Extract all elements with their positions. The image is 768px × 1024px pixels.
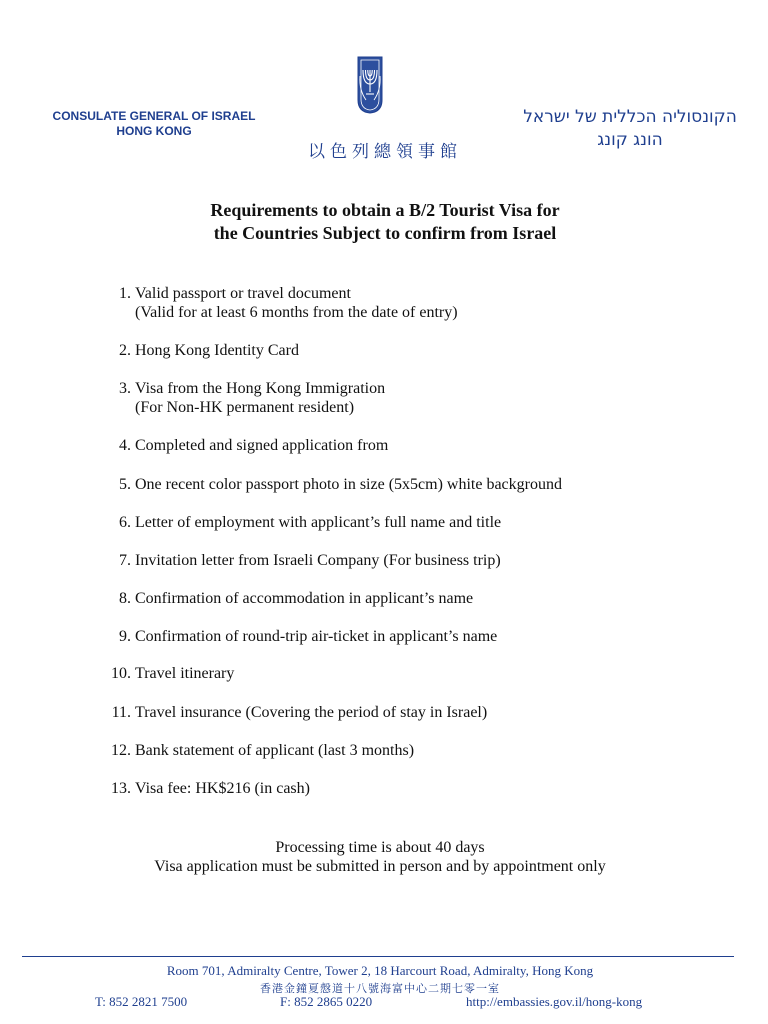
requirement-note: (Valid for at least 6 months from the date of entry): [135, 304, 458, 321]
footer-address-chinese: 香港金鐘夏慤道十八號海富中心二期七零一室: [260, 982, 500, 995]
requirement-item: [96, 436, 656, 455]
requirement-item: [96, 589, 656, 608]
consulate-name-english: [30, 109, 278, 139]
requirement-item: [96, 341, 656, 360]
requirement-number: 1.: [119, 285, 131, 302]
requirement-item: [96, 284, 656, 322]
requirement-item: [96, 475, 656, 494]
requirement-number: 12.: [111, 742, 131, 759]
footer-website-link[interactable]: http://embassies.gov.il/hong-kong: [466, 994, 643, 1009]
requirement-number: 9.: [119, 628, 131, 645]
requirement-item: [96, 779, 656, 798]
requirement-item: [96, 627, 656, 646]
requirement-number: 13.: [111, 780, 131, 797]
requirement-number: 5.: [119, 476, 131, 493]
requirement-item: [96, 513, 656, 532]
requirement-item: [96, 664, 656, 683]
requirement-number: 7.: [119, 552, 131, 569]
requirement-number: 10.: [111, 665, 131, 682]
consulate-name-line-2: HONG KONG: [116, 124, 192, 138]
requirement-text: Bank statement of applicant (last 3 months): [135, 742, 415, 759]
requirement-number: 6.: [119, 514, 131, 531]
requirement-text: Letter of employment with applicant’s full name and title: [135, 514, 502, 531]
requirement-text: Travel insurance (Covering the period of stay in Israel): [135, 704, 488, 721]
title-line-2: the Countries Subject to confirm from Israel: [213, 223, 557, 243]
requirement-text: Hong Kong Identity Card: [135, 342, 299, 359]
requirement-text: Valid passport or travel document: [135, 285, 351, 302]
requirement-text: Travel itinerary: [135, 665, 235, 682]
processing-time-note: Processing time is about 40 days: [275, 839, 485, 856]
requirement-number: 2.: [119, 342, 131, 359]
footer-address: Room 701, Admiralty Centre, Tower 2, 18 Harcourt Road, Admiralty, Hong Kong: [166, 963, 594, 978]
requirement-number: 3.: [119, 380, 131, 397]
consulate-name-line-1: CONSULATE GENERAL OF ISRAEL: [52, 109, 256, 123]
requirement-text: Visa from the Hong Kong Immigration: [135, 380, 386, 397]
requirement-text: Completed and signed application from: [135, 437, 389, 454]
requirement-number: 8.: [119, 590, 131, 607]
hebrew-line-2: הונג קונג: [597, 130, 663, 150]
appointment-note: Visa application must be submitted in person and by appointment only: [154, 858, 606, 875]
requirement-number: 4.: [119, 437, 131, 454]
requirement-note: (For Non-HK permanent resident): [135, 399, 355, 416]
requirement-text: Confirmation of accommodation in applicant’s name: [135, 590, 474, 607]
requirement-text: Confirmation of round-trip air-ticket in applicant’s name: [135, 628, 498, 645]
requirement-text: One recent color passport photo in size (5x5cm) white background: [135, 476, 562, 493]
requirement-number: 11.: [111, 704, 131, 721]
requirement-item: [96, 741, 656, 760]
menorah-emblem-icon: [357, 56, 383, 114]
requirement-text: Invitation letter from Israeli Company (For business trip): [135, 552, 501, 569]
consulate-name-chinese: 以色列總領事館: [308, 142, 462, 162]
requirement-item: [96, 551, 656, 570]
title-line-1: Requirements to obtain a B/2 Tourist Visa for: [210, 200, 560, 220]
footer-fax: F: 852 2865 0220: [280, 994, 373, 1009]
requirement-item: [96, 379, 656, 417]
requirement-item: [96, 703, 656, 722]
consulate-name-hebrew: [495, 106, 765, 152]
closing-notes: [100, 838, 660, 876]
document-title: [140, 199, 630, 245]
footer-phone: T: 852 2821 7500: [95, 994, 188, 1009]
hebrew-line-1: הקונסוליה הכללית של ישראל: [523, 107, 737, 127]
requirement-text: Visa fee: HK$216 (in cash): [135, 780, 310, 797]
footer-divider: [22, 956, 734, 957]
